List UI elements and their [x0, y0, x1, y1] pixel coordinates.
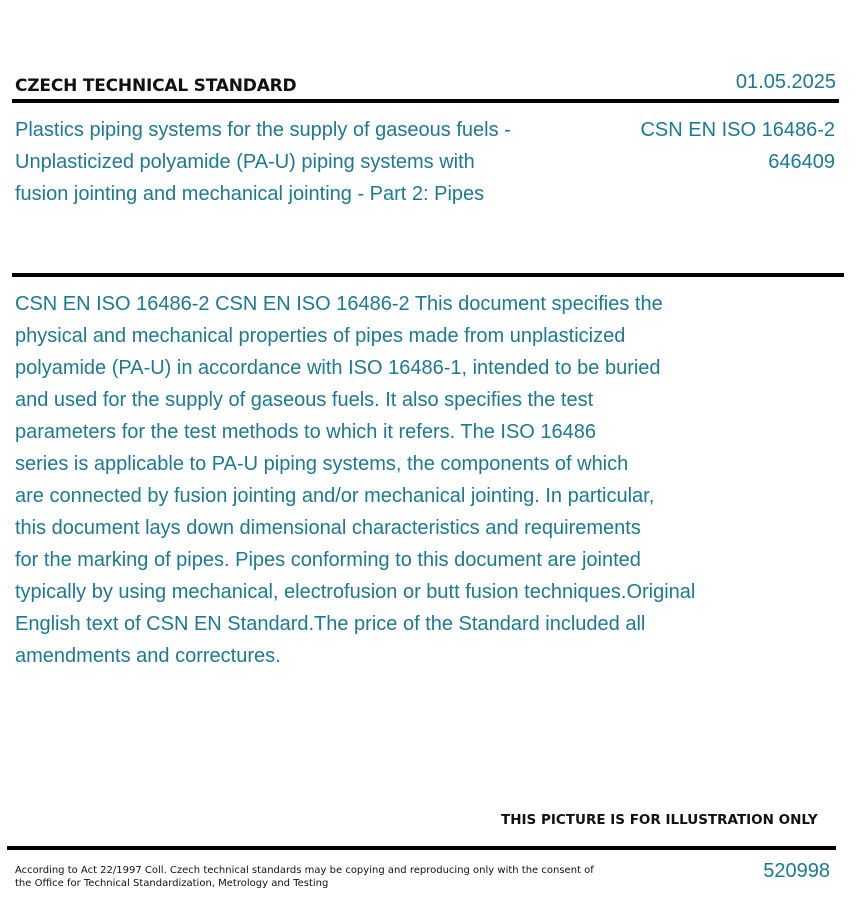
standard-code: CSN EN ISO 16486-2: [640, 119, 835, 141]
header-divider: [12, 99, 839, 103]
standard-code-block: [640, 114, 835, 178]
standard-description: CSN EN ISO 16486-2 CSN EN ISO 16486-2 This document specifies the physical and mechanical properties of pipes made from unplasticized polyamide (PA-U) in accordance with ISO 16486-1, intended to be buried and used for the supply of gaseous fuels. It also specifies the test parameters for the test methods to which it refers. The ISO 16486 series is applicable to PA-U piping systems, the components of which are connected by fusion jointing and/or mechanical jointing. In particular, this document lays down dimensional characteristics and requirements for the marking of pipes. Pipes conforming to this document are jointed typically by using mechanical, electrofusion or butt fusion techniques.Original English text of CSN EN Standard.The price of the Standard included all amendments and correctures.: [15, 293, 696, 667]
footer-number: 520998: [763, 860, 830, 882]
standard-title: Plastics piping systems for the supply of gaseous fuels - Unplasticized polyamide (PA-U) piping systems with fusion jointing and mechanical jointing - Part 2: Pipes: [15, 119, 511, 205]
footer-divider: [7, 846, 836, 850]
title-divider: [12, 273, 844, 277]
illustration-note: THIS PICTURE IS FOR ILLUSTRATION ONLY: [501, 812, 818, 828]
legal-notice: According to Act 22/1997 Coll. Czech technical standards may be copying and reproducing only with the consent of the Office for Technical Standardization, Metrology and Testing: [15, 865, 594, 889]
document-header-label: CZECH TECHNICAL STANDARD: [15, 76, 297, 96]
catalog-number: 646409: [768, 151, 835, 173]
issue-date: 01.05.2025: [735, 71, 836, 93]
